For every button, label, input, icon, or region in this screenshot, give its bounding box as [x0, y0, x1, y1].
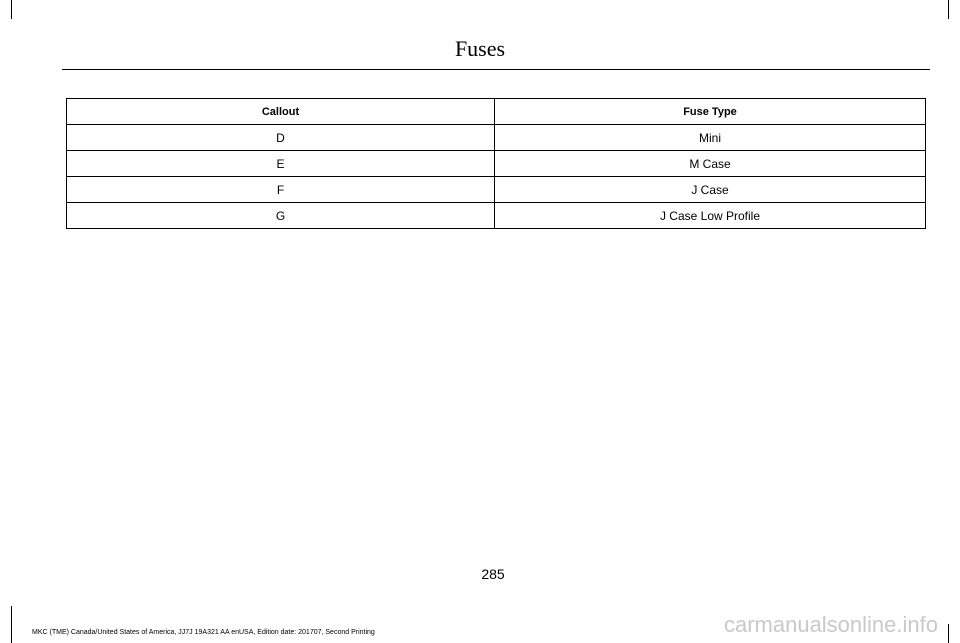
callout-cell: G: [67, 203, 495, 229]
table-header-row: [67, 99, 926, 125]
table-row: [67, 151, 926, 177]
fuse-type-cell: J Case Low Profile: [495, 203, 926, 229]
crop-mark-bottom-right: [948, 624, 949, 643]
crop-mark-top-left: [11, 0, 12, 19]
fuse-type-cell: M Case: [495, 151, 926, 177]
page-title: Fuses: [454, 36, 506, 61]
column-header-fuse-type: Fuse Type: [495, 99, 926, 125]
crop-mark-top-right: [948, 0, 949, 19]
table-row: [67, 203, 926, 229]
column-header-callout: Callout: [67, 99, 495, 125]
table-row: [67, 177, 926, 203]
edition-footer: MKC (TME) Canada/United States of America, JJ7J 19A321 AA enUSA, Edition date: 201707, Second Printing: [32, 629, 375, 636]
table-row: [67, 125, 926, 151]
callout-cell: D: [67, 125, 495, 151]
fuse-type-cell: J Case: [495, 177, 926, 203]
page-number: 285: [481, 566, 505, 582]
callout-cell: E: [67, 151, 495, 177]
fuse-type-cell: Mini: [495, 125, 926, 151]
title-divider: [62, 69, 930, 70]
watermark: carmanualsonline.info: [723, 612, 938, 637]
crop-mark-bottom-left: [11, 606, 12, 643]
fuse-table: [66, 98, 926, 229]
callout-cell: F: [67, 177, 495, 203]
